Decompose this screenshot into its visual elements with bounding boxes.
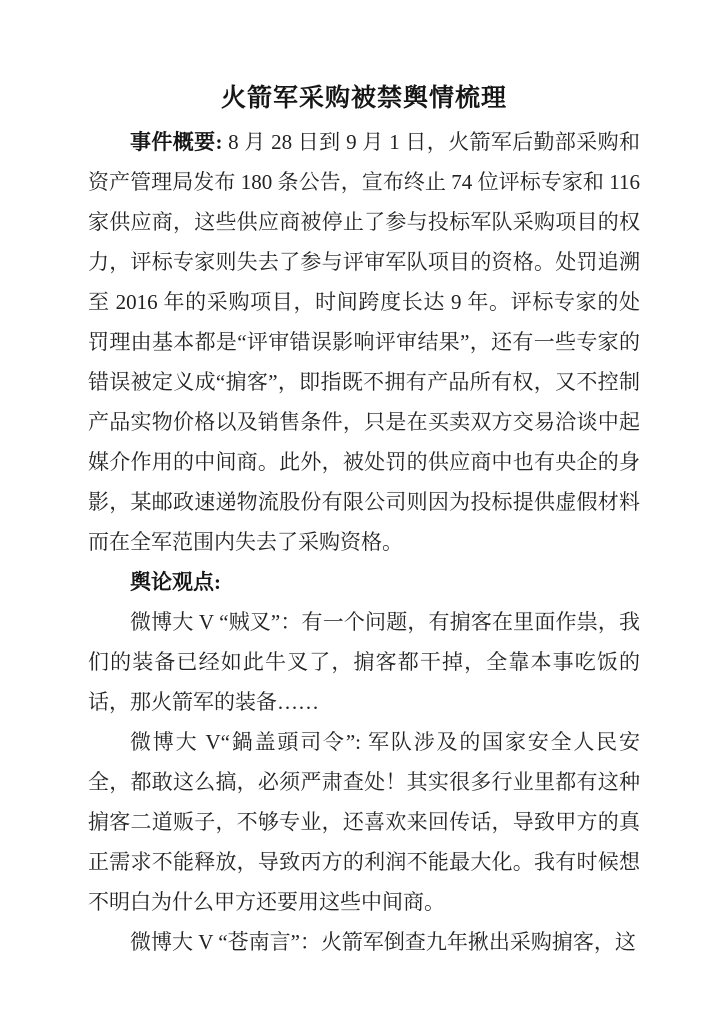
opinion-paragraph-cangnanyan: 微博大 V “苍南言”：火箭军倒查九年揪出采购掮客，这 <box>130 930 636 954</box>
opinions-heading: 舆论观点: <box>130 570 221 594</box>
opinion-paragraph-zeicha: 微博大 V “贼叉”：有一个问题，有掮客在里面作祟，我们的装备已经如此牛叉了，掮客都干掉，全靠本事吃饭的话，那火箭军的装备…… <box>88 610 640 714</box>
summary-label: 事件概要: <box>130 130 223 154</box>
page-title: 火箭军采购被禁舆情梳理 <box>220 85 507 112</box>
opinion-paragraph-guogaitou: 微博大 V“鍋盖頭司令”: 军队涉及的国家安全人民安全，都敢这么搞，必须严肃查处！其实很多行业里都有这种掮客二道贩子，不够专业，还喜欢来回传话，导致甲方的真正需求不能释放，导致丙方的利润不能最大化。我有时候想不明白为什么甲方还要用这些中间商。 <box>88 730 640 914</box>
summary-paragraph <box>88 122 640 562</box>
summary-text: 8 月 28 日到 9 月 1 日，火箭军后勤部采购和资产管理局发布 180 条公告，宣布终止 74 位评标专家和 116 家供应商，这些供应商被停止了参与投标军队采购项目的权力，评标专家则失去了参与评审军队项目的资格。处罚追溯至 2016 年的采购项目，时间跨度长达 9 年。评标专家的处罚理由基本都是“评审错误影响评审结果”，还有一些专家的错误被定义成“掮客”，即指既不拥有产品所有权，又不控制产品实物价格以及销售条件，只是在买卖双方交易洽谈中起媒介作用的中间商。此外，被处罚的供应商中也有央企的身影，某邮政速递物流股份有限公司则因为投标提供虚假材料而在全军范围内失去了采购资格。 <box>88 130 641 554</box>
